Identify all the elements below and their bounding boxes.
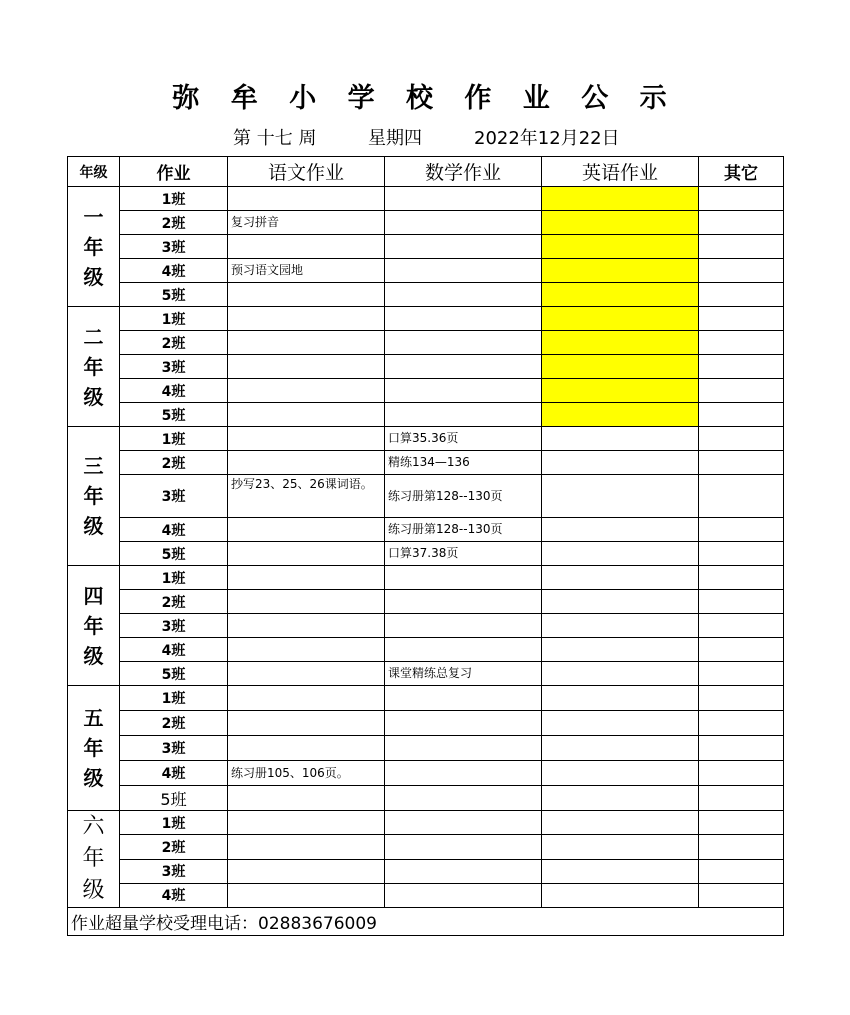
math-homework-cell xyxy=(385,883,542,907)
chinese-homework-cell xyxy=(228,331,385,355)
footer-row xyxy=(68,908,784,936)
table-row xyxy=(68,331,784,355)
table-row xyxy=(68,283,784,307)
math-homework-cell xyxy=(385,355,542,379)
english-homework-cell xyxy=(542,566,699,590)
other-homework-cell xyxy=(699,761,784,786)
other-homework-cell xyxy=(699,711,784,736)
class-label: 5班 xyxy=(120,283,228,307)
math-homework-cell xyxy=(385,786,542,811)
table-row xyxy=(68,786,784,811)
english-homework-cell xyxy=(542,283,699,307)
other-homework-cell xyxy=(699,883,784,907)
class-label: 4班 xyxy=(120,883,228,907)
grade-char: 级 xyxy=(83,384,104,409)
english-homework-cell xyxy=(542,811,699,835)
math-homework-cell xyxy=(385,566,542,590)
english-homework-cell xyxy=(542,638,699,662)
table-row xyxy=(68,883,784,907)
math-homework-cell xyxy=(385,761,542,786)
table-row xyxy=(68,427,784,451)
math-homework-cell xyxy=(385,331,542,355)
class-label: 2班 xyxy=(120,331,228,355)
grade-label xyxy=(68,427,120,566)
chinese-homework-cell: 练习册105、106页。 xyxy=(228,761,385,786)
math-homework-cell xyxy=(385,307,542,331)
grade-char: 级 xyxy=(82,878,105,903)
english-homework-cell xyxy=(542,259,699,283)
grade-char: 年 xyxy=(83,613,104,638)
english-homework-cell xyxy=(542,355,699,379)
class-label: 5班 xyxy=(120,403,228,427)
chinese-homework-cell xyxy=(228,811,385,835)
other-homework-cell xyxy=(699,614,784,638)
class-label: 2班 xyxy=(120,211,228,235)
table-row xyxy=(68,518,784,542)
grade-label xyxy=(68,307,120,427)
table-row xyxy=(68,638,784,662)
other-homework-cell xyxy=(699,355,784,379)
chinese-homework-cell xyxy=(228,355,385,379)
grade-char: 三 xyxy=(83,454,104,478)
math-homework-cell xyxy=(385,259,542,283)
grade-char: 六 xyxy=(82,814,105,839)
chinese-homework-cell xyxy=(228,379,385,403)
header-math: 数学作业 xyxy=(385,157,542,187)
other-homework-cell xyxy=(699,211,784,235)
english-homework-cell xyxy=(542,590,699,614)
table-row xyxy=(68,355,784,379)
grade-char: 四 xyxy=(83,583,104,608)
other-homework-cell xyxy=(699,235,784,259)
header-row xyxy=(68,157,784,187)
other-homework-cell xyxy=(699,259,784,283)
chinese-homework-cell xyxy=(228,307,385,331)
table-row xyxy=(68,211,784,235)
grade-char: 二 xyxy=(83,324,104,349)
chinese-homework-cell xyxy=(228,638,385,662)
other-homework-cell xyxy=(699,859,784,883)
class-label: 4班 xyxy=(120,638,228,662)
english-homework-cell xyxy=(542,786,699,811)
chinese-homework-cell xyxy=(228,187,385,211)
english-homework-cell xyxy=(542,211,699,235)
class-label: 3班 xyxy=(120,859,228,883)
chinese-homework-cell xyxy=(228,859,385,883)
chinese-homework-cell xyxy=(228,518,385,542)
english-homework-cell xyxy=(542,711,699,736)
chinese-homework-cell xyxy=(228,736,385,761)
math-homework-cell xyxy=(385,711,542,736)
chinese-homework-cell xyxy=(228,283,385,307)
math-homework-cell xyxy=(385,638,542,662)
other-homework-cell xyxy=(699,451,784,475)
class-label: 5班 xyxy=(120,662,228,686)
math-homework-cell xyxy=(385,283,542,307)
header-chinese: 语文作业 xyxy=(228,157,385,187)
english-homework-cell xyxy=(542,736,699,761)
chinese-homework-cell xyxy=(228,883,385,907)
class-label: 3班 xyxy=(120,614,228,638)
math-homework-cell xyxy=(385,859,542,883)
math-homework-cell: 练习册第128--130页 xyxy=(385,518,542,542)
other-homework-cell xyxy=(699,518,784,542)
english-homework-cell xyxy=(542,883,699,907)
math-homework-cell xyxy=(385,811,542,835)
english-homework-cell xyxy=(542,859,699,883)
table-row xyxy=(68,761,784,786)
class-label: 1班 xyxy=(120,686,228,711)
math-homework-cell: 精练134—136 xyxy=(385,451,542,475)
weekday-label: 星期四 xyxy=(368,128,422,149)
other-homework-cell xyxy=(699,379,784,403)
other-homework-cell xyxy=(699,187,784,211)
header-english: 英语作业 xyxy=(542,157,699,187)
table-row xyxy=(68,475,784,518)
chinese-homework-cell xyxy=(228,451,385,475)
other-homework-cell xyxy=(699,403,784,427)
chinese-homework-cell xyxy=(228,711,385,736)
english-homework-cell xyxy=(542,187,699,211)
math-homework-cell xyxy=(385,590,542,614)
other-homework-cell xyxy=(699,662,784,686)
table-row xyxy=(68,811,784,835)
class-label: 4班 xyxy=(120,761,228,786)
class-label: 1班 xyxy=(120,307,228,331)
chinese-homework-cell: 抄写23、25、26课词语。 xyxy=(228,475,385,518)
other-homework-cell xyxy=(699,566,784,590)
class-label: 2班 xyxy=(120,711,228,736)
table-row xyxy=(68,662,784,686)
english-homework-cell xyxy=(542,662,699,686)
class-label: 1班 xyxy=(120,427,228,451)
english-homework-cell xyxy=(542,518,699,542)
table-row xyxy=(68,403,784,427)
math-homework-cell xyxy=(385,235,542,259)
chinese-homework-cell xyxy=(228,542,385,566)
table-row xyxy=(68,451,784,475)
grade-char: 年 xyxy=(83,484,104,508)
grade-char: 年 xyxy=(83,354,104,379)
header-homework: 作业 xyxy=(120,157,228,187)
table-row xyxy=(68,187,784,211)
math-homework-cell xyxy=(385,403,542,427)
other-homework-cell xyxy=(699,331,784,355)
other-homework-cell xyxy=(699,786,784,811)
class-label: 5班 xyxy=(120,542,228,566)
english-homework-cell xyxy=(542,451,699,475)
math-homework-cell: 口算35.36页 xyxy=(385,427,542,451)
grade-char: 一 xyxy=(83,204,104,229)
table-row xyxy=(68,590,784,614)
english-homework-cell xyxy=(542,475,699,518)
header-grade: 年级 xyxy=(68,157,120,187)
english-homework-cell xyxy=(542,235,699,259)
table-row xyxy=(68,614,784,638)
class-label: 3班 xyxy=(120,355,228,379)
chinese-homework-cell xyxy=(228,686,385,711)
english-homework-cell xyxy=(542,686,699,711)
math-homework-cell xyxy=(385,686,542,711)
chinese-homework-cell xyxy=(228,235,385,259)
grade-label xyxy=(68,811,120,908)
other-homework-cell xyxy=(699,835,784,859)
grade-char: 级 xyxy=(83,264,104,289)
class-label: 3班 xyxy=(120,235,228,259)
class-label: 3班 xyxy=(120,475,228,518)
grade-char: 年 xyxy=(83,234,104,259)
class-label: 4班 xyxy=(120,518,228,542)
grade-label xyxy=(68,566,120,686)
table-row xyxy=(68,307,784,331)
math-homework-cell xyxy=(385,736,542,761)
header-other: 其它 xyxy=(699,157,784,187)
grade-char: 年 xyxy=(82,846,105,871)
other-homework-cell xyxy=(699,542,784,566)
table-row xyxy=(68,566,784,590)
class-label: 4班 xyxy=(120,379,228,403)
table-row xyxy=(68,736,784,761)
other-homework-cell xyxy=(699,590,784,614)
chinese-homework-cell xyxy=(228,403,385,427)
table-row xyxy=(68,859,784,883)
other-homework-cell xyxy=(699,811,784,835)
complaint-phone: 作业超量学校受理电话：02883676009 xyxy=(68,908,784,936)
math-homework-cell: 课堂精练总复习 xyxy=(385,662,542,686)
grade-char: 年 xyxy=(83,736,104,760)
grade-label xyxy=(68,187,120,307)
chinese-homework-cell xyxy=(228,786,385,811)
table-row xyxy=(68,379,784,403)
math-homework-cell: 口算37.38页 xyxy=(385,542,542,566)
chinese-homework-cell xyxy=(228,590,385,614)
table-row xyxy=(68,835,784,859)
grade-char: 级 xyxy=(83,766,104,790)
class-label: 1班 xyxy=(120,566,228,590)
english-homework-cell xyxy=(542,379,699,403)
other-homework-cell xyxy=(699,307,784,331)
chinese-homework-cell xyxy=(228,614,385,638)
math-homework-cell xyxy=(385,211,542,235)
class-label: 2班 xyxy=(120,590,228,614)
math-homework-cell xyxy=(385,187,542,211)
page-title: 弥 牟 小 学 校 作 业 公 示 xyxy=(172,83,678,114)
class-label: 2班 xyxy=(120,451,228,475)
class-label: 1班 xyxy=(120,811,228,835)
other-homework-cell xyxy=(699,427,784,451)
class-label: 5班 xyxy=(120,786,228,811)
other-homework-cell xyxy=(699,686,784,711)
chinese-homework-cell: 复习拼音 xyxy=(228,211,385,235)
math-homework-cell xyxy=(385,614,542,638)
date-label: 2022年12月22日 xyxy=(474,128,620,149)
english-homework-cell xyxy=(542,427,699,451)
homework-table xyxy=(67,156,784,936)
table-row xyxy=(68,542,784,566)
math-homework-cell: 练习册第128--130页 xyxy=(385,475,542,518)
math-homework-cell xyxy=(385,379,542,403)
other-homework-cell xyxy=(699,638,784,662)
chinese-homework-cell xyxy=(228,835,385,859)
table-row xyxy=(68,686,784,711)
english-homework-cell xyxy=(542,761,699,786)
chinese-homework-cell xyxy=(228,427,385,451)
table-row xyxy=(68,711,784,736)
english-homework-cell xyxy=(542,331,699,355)
chinese-homework-cell xyxy=(228,662,385,686)
grade-char: 级 xyxy=(83,643,104,668)
class-label: 2班 xyxy=(120,835,228,859)
week-label: 第 十七 周 xyxy=(233,128,317,149)
english-homework-cell xyxy=(542,542,699,566)
other-homework-cell xyxy=(699,475,784,518)
english-homework-cell xyxy=(542,403,699,427)
table-row xyxy=(68,235,784,259)
english-homework-cell xyxy=(542,307,699,331)
class-label: 3班 xyxy=(120,736,228,761)
grade-char: 级 xyxy=(83,514,104,538)
english-homework-cell xyxy=(542,614,699,638)
other-homework-cell xyxy=(699,283,784,307)
table-row xyxy=(68,259,784,283)
math-homework-cell xyxy=(385,835,542,859)
grade-label xyxy=(68,686,120,811)
grade-char: 五 xyxy=(83,706,104,730)
chinese-homework-cell xyxy=(228,566,385,590)
other-homework-cell xyxy=(699,736,784,761)
class-label: 1班 xyxy=(120,187,228,211)
english-homework-cell xyxy=(542,835,699,859)
chinese-homework-cell: 预习语文园地 xyxy=(228,259,385,283)
class-label: 4班 xyxy=(120,259,228,283)
